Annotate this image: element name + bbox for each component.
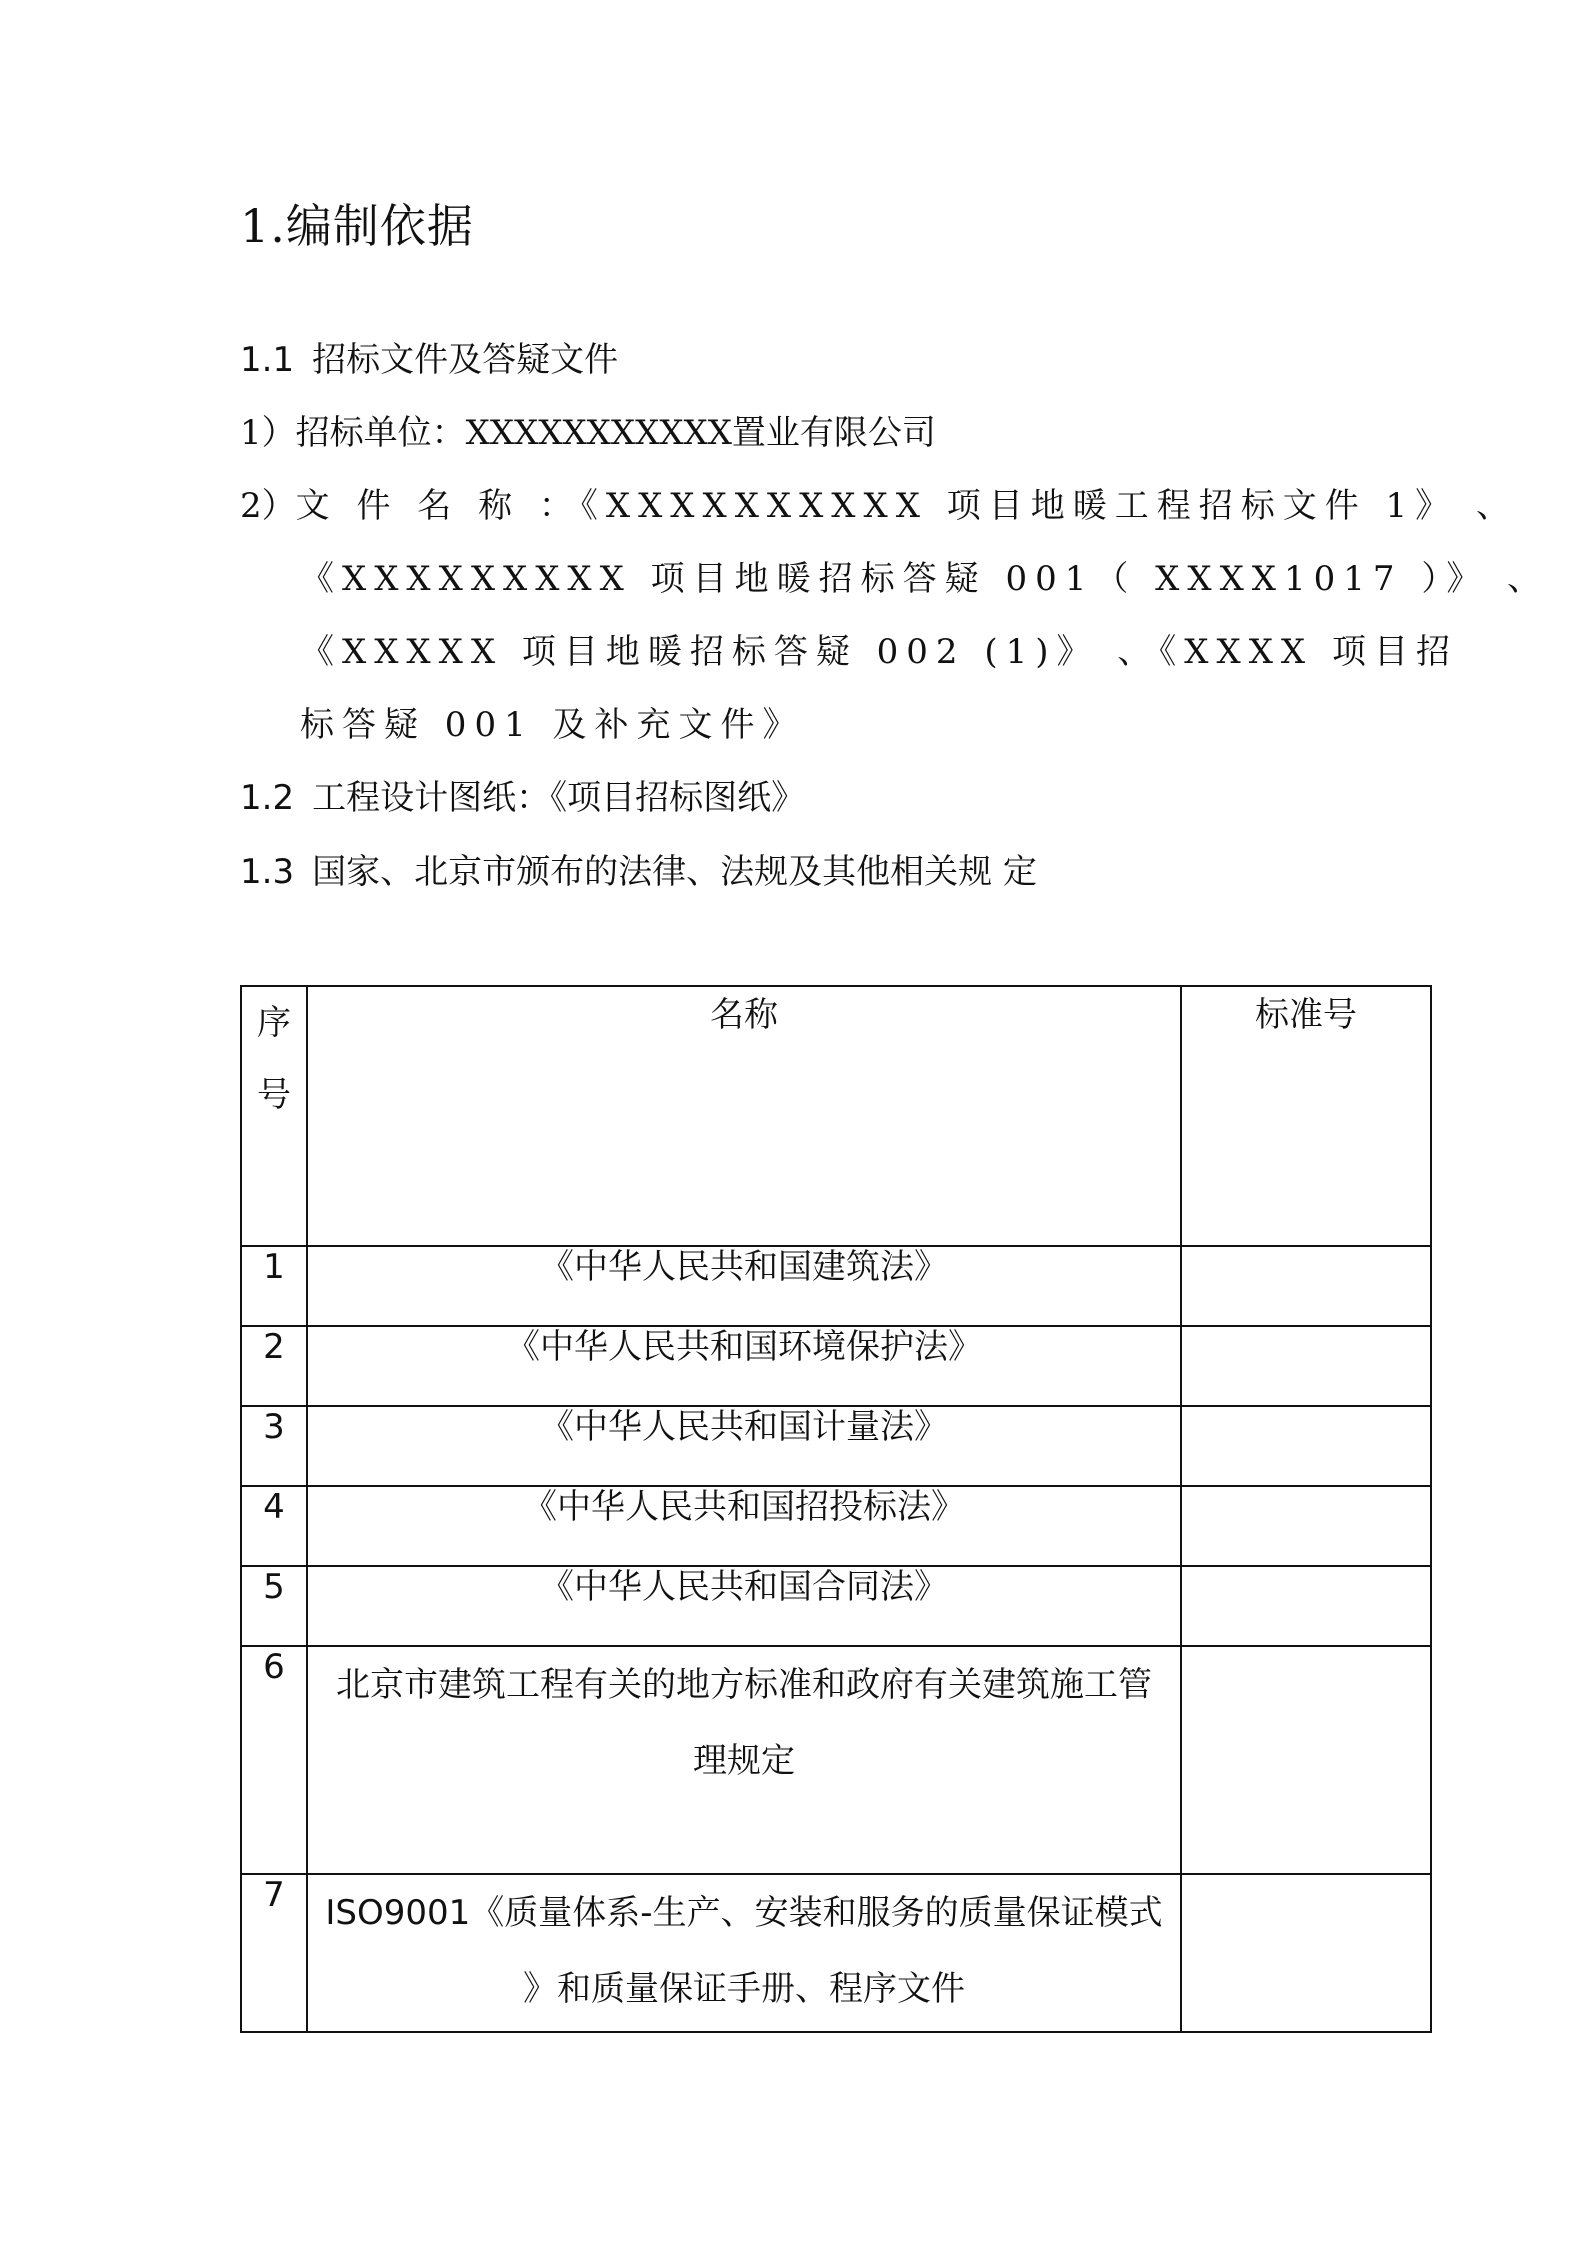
header-seq <box>241 986 307 1246</box>
row-name-line-2: 理规定 <box>693 1741 795 1781</box>
row-standard <box>1181 1566 1431 1646</box>
row-name: 《中华人民共和国招投标法》 <box>307 1486 1181 1566</box>
row-seq: 3 <box>241 1406 307 1486</box>
row-seq: 1 <box>241 1246 307 1326</box>
table-header-row <box>241 986 1431 1246</box>
table-row <box>241 1246 1431 1326</box>
section-title: 国家、北京市颁布的法律、法规及其他相关规 定 <box>312 852 1037 892</box>
header-standard: 标准号 <box>1181 986 1431 1246</box>
section-title: 招标文件及答疑文件 <box>312 340 619 380</box>
row-standard <box>1181 1486 1431 1566</box>
list-text-line-2: 《XXXXXXXXX 项目地暖招标答疑 001（ XXXX1017 ）》 、 <box>300 559 1550 599</box>
row-name <box>307 1646 1181 1874</box>
list-text-line-4: 标答疑 001 及补充文件》 <box>300 705 805 745</box>
list-item-1 <box>240 413 936 453</box>
header-seq-top: 序 <box>257 1003 291 1043</box>
table-row <box>241 1486 1431 1566</box>
row-standard <box>1181 1246 1431 1326</box>
list-text-line-3: 《XXXXX 项目地暖招标答疑 002 (1)》 、《XXXX 项目招 <box>300 632 1458 672</box>
heading-title: 编制依据 <box>285 199 474 253</box>
row-seq: 6 <box>241 1646 307 1874</box>
list-text-line-1: 文 件 名 称 ：《XXXXXXXXXX 项目地暖工程招标文件 1》 、 <box>295 486 1518 526</box>
row-name-line-1: 北京市建筑工程有关的地方标准和政府有关建筑施工管 <box>336 1665 1152 1705</box>
row-seq: 2 <box>241 1326 307 1406</box>
row-name: 《中华人民共和国合同法》 <box>307 1566 1181 1646</box>
standards-table <box>240 985 1432 2033</box>
row-name: 《中华人民共和国计量法》 <box>307 1406 1181 1486</box>
section-1-1-heading <box>240 340 618 380</box>
header-seq-bottom: 号 <box>257 1075 291 1115</box>
section-1-3-heading <box>240 852 1037 892</box>
list-item-2 <box>240 486 1518 526</box>
row-seq: 4 <box>241 1486 307 1566</box>
section-number: 1.2 <box>240 778 295 818</box>
table-row <box>241 1406 1431 1486</box>
section-title: 工程设计图纸：《项目招标图纸》 <box>312 778 806 818</box>
row-name-line-1: ISO9001《质量体系-生产、安装和服务的质量保证模式 <box>325 1893 1163 1933</box>
row-seq: 7 <box>241 1874 307 2032</box>
list-text: 招标单位：XXXXXXXXXXX置业有限公司 <box>295 413 936 453</box>
row-standard <box>1181 1646 1431 1874</box>
row-seq: 5 <box>241 1566 307 1646</box>
section-number: 1.3 <box>240 852 295 892</box>
row-name: 《中华人民共和国建筑法》 <box>307 1246 1181 1326</box>
row-name-line-2: 》和质量保证手册、程序文件 <box>523 1969 965 2009</box>
table-row <box>241 1326 1431 1406</box>
table-row <box>241 1566 1431 1646</box>
row-standard <box>1181 1406 1431 1486</box>
row-name: 《中华人民共和国环境保护法》 <box>307 1326 1181 1406</box>
list-marker: 2） <box>240 486 296 526</box>
page-title <box>240 190 474 256</box>
row-standard <box>1181 1874 1431 2032</box>
heading-number: 1. <box>240 199 286 253</box>
header-name: 名称 <box>307 986 1181 1246</box>
list-marker: 1） <box>240 413 296 453</box>
table-row <box>241 1646 1431 1874</box>
section-number: 1.1 <box>240 340 295 380</box>
row-standard <box>1181 1326 1431 1406</box>
row-name <box>307 1874 1181 2032</box>
section-1-2-heading <box>240 778 805 818</box>
table-row <box>241 1874 1431 2032</box>
